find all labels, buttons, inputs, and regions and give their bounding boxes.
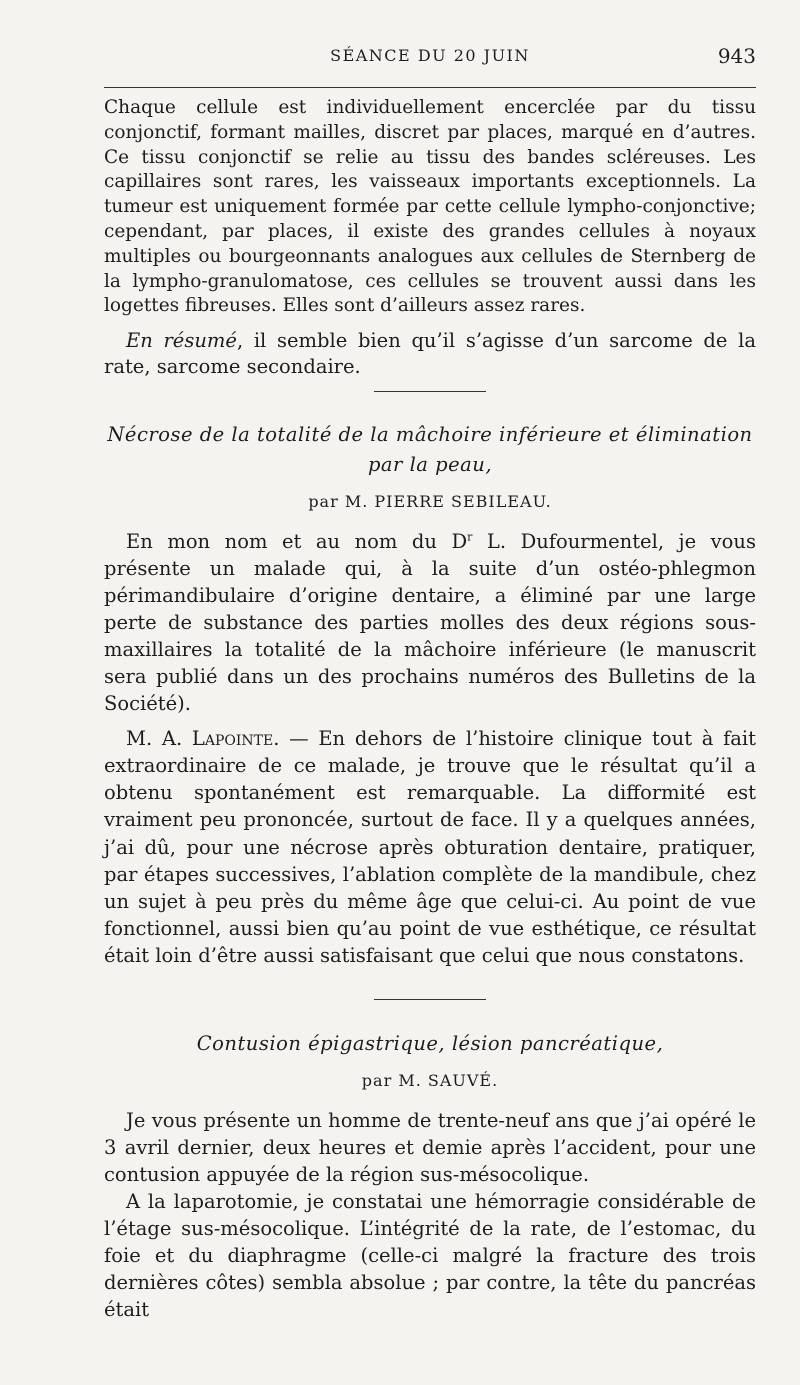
speaker-name: Lapointe [191,727,274,751]
section-byline: par M. PIERRE SEBILEAU. [308,492,552,512]
paragraph-laparotomy: A la laparotomie, je constatai une hémorragie considérable de l’étage sus-mésocolique. L’intégrité de la rate, de l’estomac, du foie et du diaphragme (celle-ci malgré la fracture des trois dernières côtes) sembla absolue ; par contre, la tête du pancréas était [104,1190,756,1322]
section-separator [374,999,486,1000]
section-byline: par M. SAUVÉ. [361,1071,499,1091]
section-title-line: par la peau, [367,453,493,477]
paragraph-lapointe [104,725,756,969]
superscript: r [467,530,473,544]
section-title-line: Nécrose de la totalité de la mâchoire inférieure et élimination [107,423,753,447]
running-title: SÉANCE DU 20 JUIN [330,46,530,65]
paragraph-summary [104,328,756,379]
paragraph-text: . — En dehors de l’histoire clinique tout à fait extraordinaire de ce malade, je trouve que le résultat qu’il a obtenu spontanément est remarquable. La difformité est vraiment peu prononcée, surtout de face. Il y a quelques années, j’ai dû, pour une nécrose après obturation dentaire, pratiquer, par étapes successives, l’ablation complète de la mandibule, chez un sujet à peu près du même âge que celui-ci. Au point de vue fonctionnel, aussi bien qu’au point de vue esthétique, ce résultat était loin d’être aussi satisfaisant que celui que nous constatons. [104,727,757,967]
speaker-initials: M. A. [126,727,192,751]
paragraph-text: En mon nom et au nom du D [126,530,468,554]
paragraph-text: L. Dufourmentel, je vous présente un malade qui, à la suite d’un ostéo-phlegmon périmandibulaire d’origine dentaire, a éliminé par une large perte de substance des parties molles des deux régions sous-maxillaires la totalité de la mâchoire inférieure (le manuscrit sera publié dans un des prochains numéros des Bulletins de la Société). [104,530,756,716]
header-rule [104,87,756,88]
paragraph-case-intro: Je vous présente un homme de trente-neuf ans que j’ai opéré le 3 avril dernier, deux heures et demie après l’accident, pour une contusion appuyée de la région sus-mésocolique. [104,1109,756,1187]
paragraph-presentation [104,528,756,717]
section-title-necrose [104,420,756,480]
paragraph-continuation: Chaque cellule est individuellement encerclée par du tissu conjonctif, formant mailles, discret par places, marqué en d’autres. Ce tissu conjonctif se relie au tissu des bandes scléreuses. Les capillaires sont rares, les vaisseaux importants exceptionnels. La tumeur est uniquement formée par cette cellule lympho-conjonctive; cependant, par places, il existe des grandes cellules à noyaux multiples ou bourgeonnants analogues aux cellules de Sternberg de la lympho-granulomatose, ces cellules se trouvent aussi dans les logettes fibreuses. Elles sont d’ailleurs assez rares. [104,97,756,317]
summary-text: , il semble bien qu’il s’agisse d’un sarcome de la rate, sarcome secondaire. [104,329,756,378]
section-separator [374,391,486,392]
section-title-contusion: Contusion épigastrique, lésion pancréatique, [196,1032,664,1056]
summary-lead: En résumé [126,329,237,353]
running-head [104,44,756,74]
page-body [104,96,756,1323]
page-number: 943 [717,44,756,68]
